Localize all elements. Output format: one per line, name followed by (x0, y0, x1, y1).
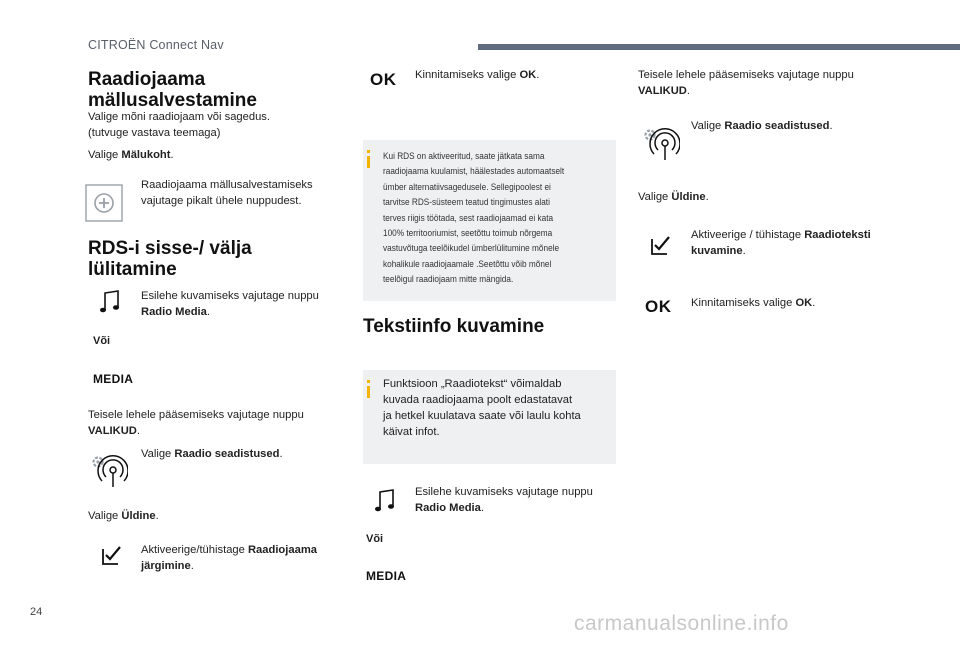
watermark: carmanualsonline.info (574, 612, 789, 635)
text: . (170, 149, 174, 161)
section-title-preset (88, 69, 257, 111)
info-box-radiotext (363, 370, 616, 464)
section-title-radiotext: Tekstiinfo kuvamine (363, 316, 545, 337)
info-box-rds (363, 140, 616, 301)
music-note-icon (374, 488, 396, 514)
select-memory-text (88, 147, 174, 163)
text-line: teelõigul raadiojaam mitte mängida. (383, 274, 514, 286)
text-line (691, 227, 871, 243)
text-line: Raadiojaama mällusalvestamiseks (141, 179, 313, 191)
info-text-rds (383, 149, 615, 288)
text-line: tarvitse RDS-süsteem teatud tingimustes alati (383, 197, 550, 209)
text-line: kohalikule raadiojaamale .Seetõttu võib mõnel (383, 258, 552, 270)
text: Kinnitamiseks valige (691, 297, 796, 309)
text: Valige (638, 191, 672, 203)
text-line: käivat infot. (383, 426, 440, 438)
text-line (141, 558, 317, 574)
info-icon (367, 380, 370, 383)
radio-settings-icon (640, 125, 680, 161)
text-line: vastuvõtuga teelõikudel ümberlülitumine mõnele (383, 243, 560, 255)
text-line: (tutvuge vastava teemaga) (88, 127, 221, 139)
text-line (141, 304, 319, 320)
text: . (155, 510, 159, 522)
info-text-radiotext (383, 376, 581, 440)
section-title-line: mällusalvestamine (88, 90, 257, 111)
text-line: ümber alternatiivsagedusele. Sellegipoolest ei (383, 181, 551, 193)
home-text (141, 288, 319, 320)
bold-text: järgimine (141, 560, 191, 572)
general-text (638, 189, 709, 205)
text-line: vajutage pikalt ühele nuppudest. (141, 195, 302, 207)
text: . (480, 502, 484, 514)
settings-text (691, 118, 833, 134)
text: . (206, 306, 210, 318)
text: . (812, 297, 816, 309)
page-number: 24 (30, 606, 43, 618)
bold-text: Radio Media (415, 502, 481, 514)
text-line: kuvada raadiojaama poolt edastatavat (383, 394, 573, 406)
intro-text (88, 109, 270, 141)
text-line: terves riigis töötada, sest raadiojaamad ei kata (383, 212, 554, 224)
text-line: Kui RDS on aktiveeritud, saate jätkata sama (383, 151, 545, 162)
bold-text: Mälukoht (121, 149, 171, 161)
text: . (190, 560, 194, 572)
confirm-text (691, 295, 815, 311)
bold-text: kuvamine (691, 245, 743, 257)
ok-button-label: OK (645, 297, 672, 316)
checkbox-icon (102, 545, 122, 565)
or-label: Või (366, 533, 384, 545)
info-icon (367, 150, 370, 153)
info-icon-bar (367, 386, 370, 398)
bold-text: Raadiojaama (247, 544, 317, 556)
media-button-label: MEDIA (366, 569, 407, 583)
bold-text: Raadio seadistused (174, 448, 280, 460)
settings-text (141, 446, 283, 462)
text: Valige (691, 120, 725, 132)
text-line: Esilehe kuvamiseks vajutage nuppu (141, 290, 319, 302)
text: . (279, 448, 283, 460)
text-line (88, 423, 304, 439)
header-bar (478, 44, 960, 50)
bold-text: OK (795, 297, 813, 309)
text-line: Teisele lehele pääsemiseks vajutage nuppu (88, 409, 304, 421)
text: . (136, 425, 140, 437)
section-title-line: lülitamine (88, 259, 177, 280)
section-title-line: RDS-i sisse-/ välja (88, 238, 252, 259)
confirm-text (415, 67, 539, 83)
text: . (742, 245, 746, 257)
text-line (691, 243, 871, 259)
preset-text (141, 177, 313, 209)
section-title-line: Raadiojaama (88, 69, 206, 90)
home-text (415, 484, 593, 516)
text-line (415, 500, 593, 516)
text-line (638, 83, 854, 99)
bold-text: Raadioteksti (804, 229, 871, 241)
text-line: ja hetkel kuulatava saate või laulu kohta (383, 410, 581, 422)
text: Kinnitamiseks valige (415, 69, 520, 81)
or-label: Või (93, 335, 111, 347)
text-line: Teisele lehele pääsemiseks vajutage nuppu (638, 69, 854, 81)
next-page-text (638, 67, 854, 99)
text-line (141, 542, 317, 558)
text: . (829, 120, 833, 132)
music-note-icon (99, 289, 121, 315)
bold-text: Raadio seadistused (724, 120, 830, 132)
add-preset-icon (85, 184, 123, 222)
radio-settings-icon (88, 452, 128, 488)
text-line: 100% territooriumist, seetõttu toimub nõrgema (383, 228, 553, 240)
toggle-text (691, 227, 871, 259)
bold-text: Üldine (121, 510, 156, 522)
text: Valige (88, 510, 122, 522)
toggle-text (141, 542, 317, 574)
general-text (88, 508, 159, 524)
text: Valige (141, 448, 175, 460)
bold-text: Üldine (671, 191, 706, 203)
text-line: raadiojaama kuulamist, häälestades automaatselt (383, 166, 565, 178)
text-line: Esilehe kuvamiseks vajutage nuppu (415, 486, 593, 498)
text: . (686, 85, 690, 97)
section-title-rds (88, 238, 252, 280)
info-icon-bar (367, 156, 370, 168)
next-page-text (88, 407, 304, 439)
media-button-label: MEDIA (93, 372, 134, 386)
header-title: CITROËN Connect Nav (88, 38, 224, 52)
bold-text: VALIKUD (88, 425, 137, 437)
bold-text: VALIKUD (638, 85, 687, 97)
text: . (705, 191, 709, 203)
text: Aktiveerige/tühistage (141, 544, 248, 556)
checkbox-icon (651, 235, 671, 255)
text-line: Funktsioon „Raadiotekst“ võimaldab (383, 378, 562, 390)
text: Valige (88, 149, 122, 161)
text: . (536, 69, 540, 81)
bold-text: Radio Media (141, 306, 207, 318)
ok-button-label: OK (370, 70, 397, 89)
bold-text: OK (519, 69, 537, 81)
text: Aktiveerige / tühistage (691, 229, 805, 241)
text-line: Valige mõni raadiojaam või sagedus. (88, 111, 271, 123)
